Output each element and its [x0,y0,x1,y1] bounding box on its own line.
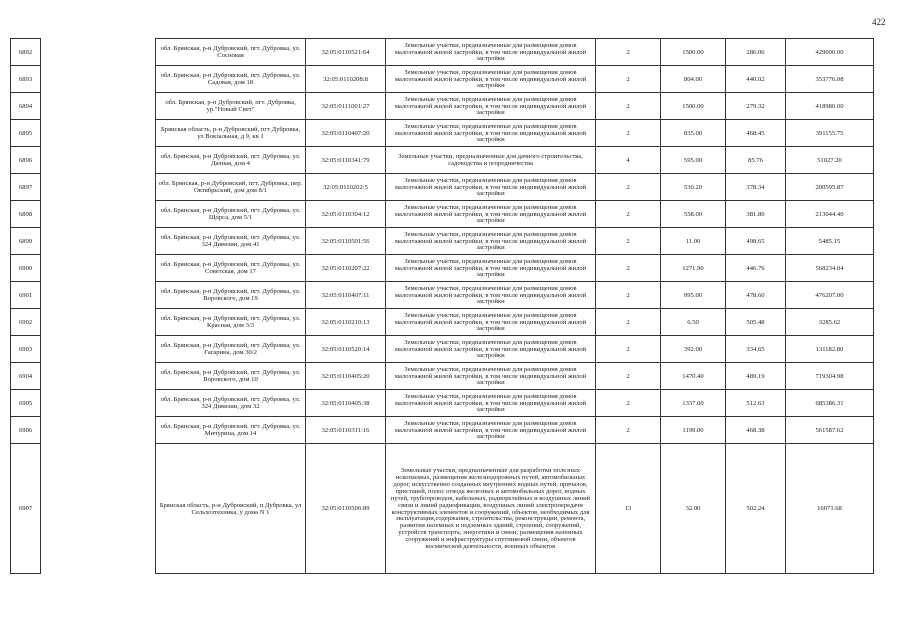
cadastral-number-cell: 32:05:0110521:64 [306,39,386,66]
area-cell: 804.00 [661,66,726,93]
land-use-cell: Земельные участки, предназначенные для размещения домов малоэтажной жилой застройки, в том числе индивидуальной жилой застройки [386,363,596,390]
address-cell: Брянская область, р-н Дубровский, пгт Дубровка, ул Вокзальная, д 9, кв 1 [156,120,306,147]
row-number-cell: 6897 [11,174,41,201]
row-number-cell: 6903 [11,336,41,363]
area-cell: 1199.00 [661,417,726,444]
land-use-cell: Земельные участки, предназначенные для размещения домов малоэтажной жилой застройки, в том числе индивидуальной жилой застройки [386,336,596,363]
area-cell: 392.00 [661,336,726,363]
address-cell: обл. Брянская, р-н Дубровский, пгт. Дубровка, пер. Октябрьский, дом дом 8/1 [156,174,306,201]
cadastral-value-cell: 16071.68 [786,444,874,574]
address-cell: обл. Брянская, р-н Дубровский, пгт. Дубровка, ул. Мичурина, дом 14 [156,417,306,444]
table-body [11,39,874,574]
cadastral-number-cell: 32:05:0110405:38 [306,390,386,417]
specific-value-cell: 381.80 [726,201,786,228]
area-cell: 32.00 [661,444,726,574]
specific-value-cell: 468.38 [726,417,786,444]
cadastral-number-cell: 32:05:0110208:8 [306,66,386,93]
specific-value-cell: 85.76 [726,147,786,174]
spacer-cell [41,309,156,336]
area-cell: 1500.00 [661,93,726,120]
cadastral-value-cell: 353776.08 [786,66,874,93]
row-number-cell: 6900 [11,255,41,282]
specific-value-cell: 334.65 [726,336,786,363]
address-cell: обл. Брянская, р-н Дубровский, пгт. Дубровка, ул. Сосновая [156,39,306,66]
area-cell: 558.00 [661,201,726,228]
page-number: 422 [872,17,886,27]
land-use-cell: Земельные участки, предназначенные для размещения домов малоэтажной жилой застройки, в том числе индивидуальной жилой застройки [386,120,596,147]
specific-value-cell: 286.06 [726,39,786,66]
cadastral-number-cell: 32:05:0110407:20 [306,120,386,147]
use-group-cell: 2 [596,336,661,363]
use-group-cell: 2 [596,93,661,120]
cadastral-value-cell: 131182.80 [786,336,874,363]
area-cell: 595.00 [661,147,726,174]
address-cell: Брянская область, р-н Дубровский, п Дубровка, ул Сельхозтехника, у дома N 1 [156,444,306,574]
table-row [11,147,874,174]
spacer-cell [41,336,156,363]
row-number-cell: 6901 [11,282,41,309]
specific-value-cell: 468.45 [726,120,786,147]
cadastral-number-cell: 32:05:0110210:13 [306,309,386,336]
address-cell: обл. Брянская, р-н Дубровский, пгт. Дубровка, ул. 324 Дивизии, дом 41 [156,228,306,255]
cadastral-value-table [10,38,874,574]
spacer-cell [41,255,156,282]
land-use-cell: Земельные участки, предназначенные для размещения домов малоэтажной жилой застройки, в том числе индивидуальной жилой застройки [386,39,596,66]
address-cell: обл. Брянская, р-н Дубровский, пгт. Дубровка, ул. Щорса, дом 5/1 [156,201,306,228]
row-number-cell: 6898 [11,201,41,228]
table-row [11,336,874,363]
spacer-cell [41,201,156,228]
cadastral-value-cell: 561587.62 [786,417,874,444]
address-cell: обл. Брянская, р-н Дубровский, пгт. Дубровка, ул. Садовая, дом 18 [156,66,306,93]
cadastral-value-cell: 685386.31 [786,390,874,417]
spacer-cell [41,282,156,309]
cadastral-number-cell: 32:05:0111001:27 [306,93,386,120]
use-group-cell: 2 [596,255,661,282]
row-number-cell: 6896 [11,147,41,174]
row-number-cell: 6893 [11,66,41,93]
table-row [11,417,874,444]
cadastral-number-cell: 32:05:0110304:12 [306,201,386,228]
cadastral-value-cell: 5485.15 [786,228,874,255]
specific-value-cell: 378.34 [726,174,786,201]
table-row [11,120,874,147]
use-group-cell: 2 [596,309,661,336]
row-number-cell: 6906 [11,417,41,444]
row-number-cell: 6895 [11,120,41,147]
cadastral-number-cell: 32:05:0110520:14 [306,336,386,363]
land-use-cell: Земельные участки, предназначенные для размещения домов малоэтажной жилой застройки, в том числе индивидуальной жилой застройки [386,201,596,228]
area-cell: 1470.40 [661,363,726,390]
cadastral-number-cell: 32:05:0110506:89 [306,444,386,574]
table-row [11,363,874,390]
land-use-cell: Земельные участки, предназначенные для дачного строительства, садоводства и огородничества [386,147,596,174]
spacer-cell [41,363,156,390]
land-use-cell: Земельные участки, предназначенные для размещения домов малоэтажной жилой застройки, в том числе индивидуальной жилой застройки [386,174,596,201]
spacer-cell [41,93,156,120]
spacer-cell [41,39,156,66]
spacer-cell [41,66,156,93]
address-cell: обл. Брянская, р-н Дубровский, пгт. Дубровка, ул. Воровского, дом 10 [156,363,306,390]
area-cell: 1337.00 [661,390,726,417]
specific-value-cell: 279.32 [726,93,786,120]
spacer-cell [41,147,156,174]
specific-value-cell: 489.19 [726,363,786,390]
use-group-cell: 2 [596,282,661,309]
use-group-cell: 13 [596,444,661,574]
cadastral-value-cell: 719304.98 [786,363,874,390]
spacer-cell [41,174,156,201]
cadastral-value-cell: 568234.04 [786,255,874,282]
land-use-cell: Земельные участки, предназначенные для размещения домов малоэтажной жилой застройки, в том числе индивидуальной жилой застройки [386,228,596,255]
cadastral-number-cell: 32:05:0110202:5 [306,174,386,201]
row-number-cell: 6905 [11,390,41,417]
address-cell: обл. Брянская, р-н Дубровский, пгт. Дубровка, ур."Новый Свет" [156,93,306,120]
area-cell: 530.20 [661,174,726,201]
use-group-cell: 2 [596,228,661,255]
cadastral-number-cell: 32:05:0110341:79 [306,147,386,174]
spacer-cell [41,417,156,444]
address-cell: обл. Брянская, р-н Дубровский, пгт. Дубровка, ул. Красная, дом 3/3 [156,309,306,336]
cadastral-value-cell: 429090.00 [786,39,874,66]
cadastral-number-cell: 32:05:0110501:56 [306,228,386,255]
address-cell: обл. Брянская, р-н Дубровский, пгт. Дубровка, ул. Гагарина, дом 30/2 [156,336,306,363]
table-row [11,228,874,255]
spacer-cell [41,390,156,417]
table-row [11,444,874,574]
specific-value-cell: 505.48 [726,309,786,336]
use-group-cell: 2 [596,390,661,417]
spacer-cell [41,444,156,574]
table-row [11,309,874,336]
cadastral-value-cell: 418980.00 [786,93,874,120]
use-group-cell: 2 [596,201,661,228]
table-row [11,390,874,417]
use-group-cell: 4 [596,147,661,174]
table-row [11,255,874,282]
address-cell: обл. Брянская, р-н Дубровский, пгт. Дубровка, ул. Дачная, дом 4 [156,147,306,174]
area-cell: 11.00 [661,228,726,255]
specific-value-cell: 512.63 [726,390,786,417]
cadastral-value-cell: 200595.87 [786,174,874,201]
row-number-cell: 6899 [11,228,41,255]
table-row [11,282,874,309]
use-group-cell: 2 [596,363,661,390]
area-cell: 1500.00 [661,39,726,66]
cadastral-number-cell: 32:05:0110207:22 [306,255,386,282]
land-use-cell: Земельные участки, предназначенные для размещения домов малоэтажной жилой застройки, в том числе индивидуальной жилой застройки [386,66,596,93]
land-use-cell: Земельные участки, предназначенные для размещения домов малоэтажной жилой застройки, в том числе индивидуальной жилой застройки [386,255,596,282]
table-row [11,39,874,66]
cadastral-number-cell: 32:05:0110311:16 [306,417,386,444]
land-use-cell: Земельные участки, предназначенные для размещения домов малоэтажной жилой застройки, в том числе индивидуальной жилой застройки [386,93,596,120]
cadastral-number-cell: 32:05:0110405:20 [306,363,386,390]
specific-value-cell: 446.76 [726,255,786,282]
cadastral-value-cell: 51027.20 [786,147,874,174]
cadastral-value-cell: 391155.75 [786,120,874,147]
land-use-cell: Земельные участки, предназначенные для размещения домов малоэтажной жилой застройки, в том числе индивидуальной жилой застройки [386,309,596,336]
land-use-cell: Земельные участки, предназначенные для размещения домов малоэтажной жилой застройки, в том числе индивидуальной жилой застройки [386,282,596,309]
land-use-cell: Земельные участки, предназначенные для размещения домов малоэтажной жилой застройки, в том числе индивидуальной жилой застройки [386,390,596,417]
spacer-cell [41,120,156,147]
row-number-cell: 6894 [11,93,41,120]
spacer-cell [41,228,156,255]
table-row [11,174,874,201]
specific-value-cell: 440.02 [726,66,786,93]
specific-value-cell: 498.65 [726,228,786,255]
cadastral-value-cell: 213044.40 [786,201,874,228]
row-number-cell: 6904 [11,363,41,390]
area-cell: 1271.90 [661,255,726,282]
address-cell: обл. Брянская, р-н Дубровский, пгт. Дубровка, ул. Советская, дом 17 [156,255,306,282]
land-use-cell: Земельные участки, предназначенные для размещения домов малоэтажной жилой застройки, в том числе индивидуальной жилой застройки [386,417,596,444]
row-number-cell: 6907 [11,444,41,574]
specific-value-cell: 478.60 [726,282,786,309]
address-cell: обл. Брянская, р-н Дубровский, пгт. Дубровка, ул. Воровского, дом 19 [156,282,306,309]
cadastral-number-cell: 32:05:0110407:11 [306,282,386,309]
specific-value-cell: 502.24 [726,444,786,574]
area-cell: 835.00 [661,120,726,147]
use-group-cell: 2 [596,120,661,147]
row-number-cell: 6902 [11,309,41,336]
land-use-cell: Земельные участки, предназначенные для разработки полезных ископаемых, размещения железнодорожных путей, автомобильных дорог, искусственно созданных внутренних водных путей, причалов, пристаней, полос отвода железных и автомобильных дорог, водных путей, трубопроводов, кабельных, радиорелейных и воздушных линий связи и линий радиофикации, воздушных линий электропередачи конструктивных элементов и сооружений, объектов, необходимых для эксплуатации,содержания, строительства, реконструкции, ремонта, развития наземных и подземных зданий, строений, сооружений, устройств транспорта, энергетики и связи; размещения наземных сооружений и инфраструктуры спутниковой связи, объектов космической деятельности, военных объектов [386,444,596,574]
use-group-cell: 2 [596,417,661,444]
area-cell: 6.50 [661,309,726,336]
row-number-cell: 6892 [11,39,41,66]
use-group-cell: 2 [596,174,661,201]
address-cell: обл. Брянская, р-н Дубровский, пгт. Дубровка, ул. 324 Дивизии, дом 32 [156,390,306,417]
use-group-cell: 2 [596,66,661,93]
table-row [11,93,874,120]
cadastral-value-cell: 476207.00 [786,282,874,309]
area-cell: 995.00 [661,282,726,309]
use-group-cell: 2 [596,39,661,66]
table-row [11,201,874,228]
cadastral-value-cell: 3285.62 [786,309,874,336]
table-row [11,66,874,93]
